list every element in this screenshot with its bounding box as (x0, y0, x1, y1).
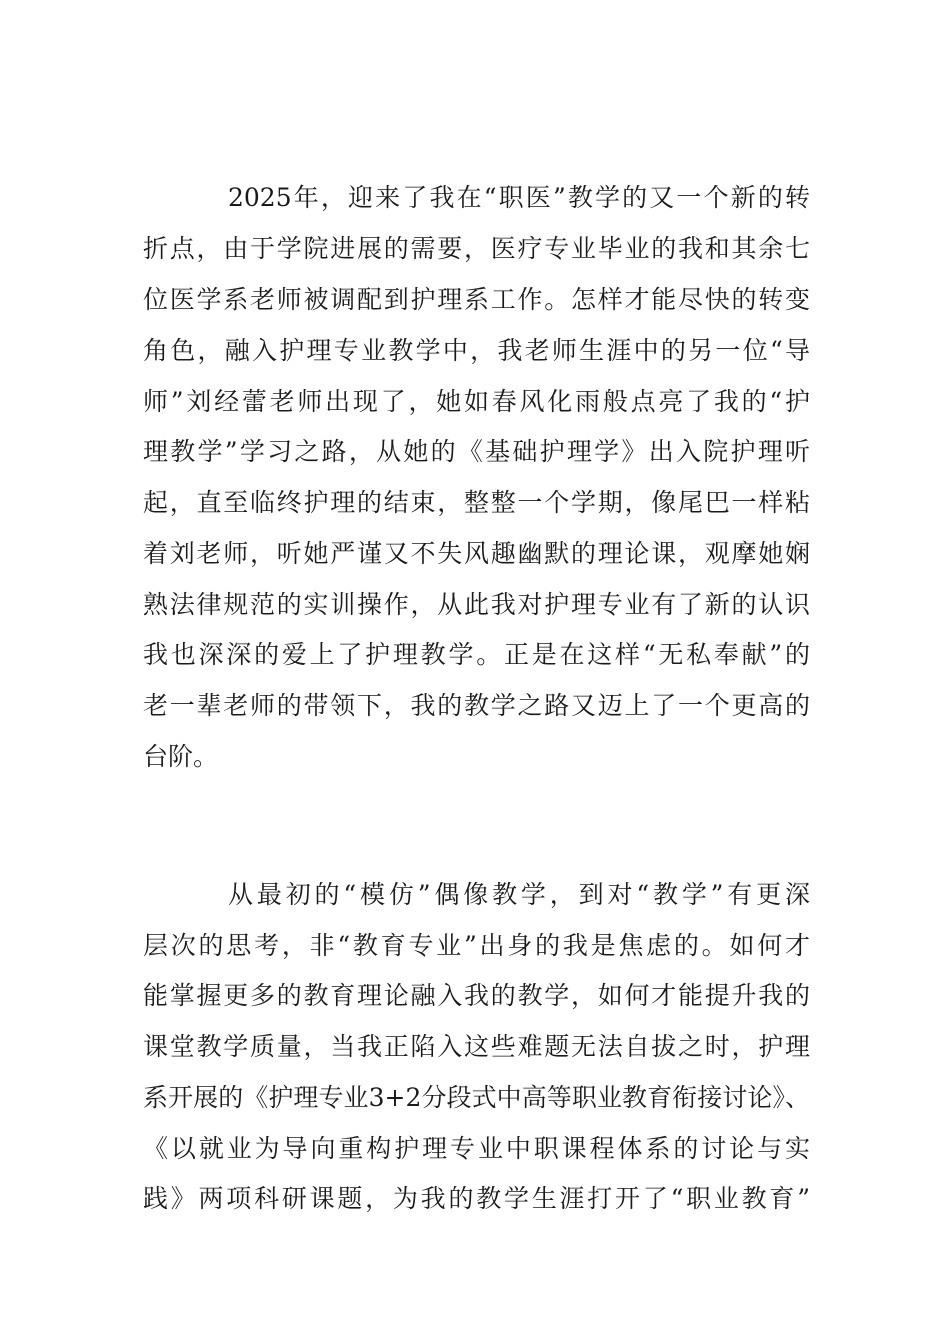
paragraph-line: 理教学”学习之路，从她的《基础护理学》出入院护理听 (143, 437, 810, 466)
paragraph-line: 能掌握更多的教育理论融入我的教学，如何才能提升我的 (143, 981, 810, 1010)
paragraph-line: 《以就业为导向重构护理专业中职课程体系的讨论与实 (143, 1134, 810, 1163)
paragraph-line: 从最初的“模仿”偶像教学，到对“教学”有更深 (228, 880, 810, 909)
paragraph-line: 课堂教学质量，当我正陷入这些难题无法自拔之时，护理 (143, 1032, 810, 1061)
paragraph-line: 老一辈老师的带领下，我的教学之路又迈上了一个更高的 (143, 691, 810, 720)
paragraph-line: 角色，融入护理专业教学中，我老师生涯中的另一位“导 (143, 336, 810, 365)
paragraph-line: 熟法律规范的实训操作，从此我对护理专业有了新的认识 (143, 590, 810, 619)
paragraph-line: 师”刘经蕾老师出现了，她如春风化雨般点亮了我的“护 (143, 387, 810, 416)
paragraph-line: 着刘老师，听她严谨又不失风趣幽默的理论课，观摩她娴 (143, 539, 810, 568)
paragraph-line: 系开展的《护理专业3+2分段式中高等职业教育衔接讨论》、 (143, 1083, 810, 1112)
paragraph-line: 践》两项科研课题，为我的教学生涯打开了“职业教育” (143, 1184, 810, 1213)
paragraph-line: 2025年，迎来了我在“职医”教学的又一个新的转 (228, 183, 810, 212)
paragraph-line: 折点，由于学院进展的需要，医疗专业毕业的我和其余七 (143, 234, 810, 263)
paragraph-line: 台阶。 (143, 742, 219, 771)
paragraph-line: 层次的思考，非“教育专业”出身的我是焦虑的。如何才 (143, 931, 810, 960)
paragraph-line: 我也深深的爱上了护理教学。正是在这样“无私奉献”的 (143, 640, 810, 669)
paragraph-line: 起，直至临终护理的结束，整整一个学期，像尾巴一样粘 (143, 488, 810, 517)
paragraph-line: 位医学系老师被调配到护理系工作。怎样才能尽快的转变 (143, 285, 810, 314)
